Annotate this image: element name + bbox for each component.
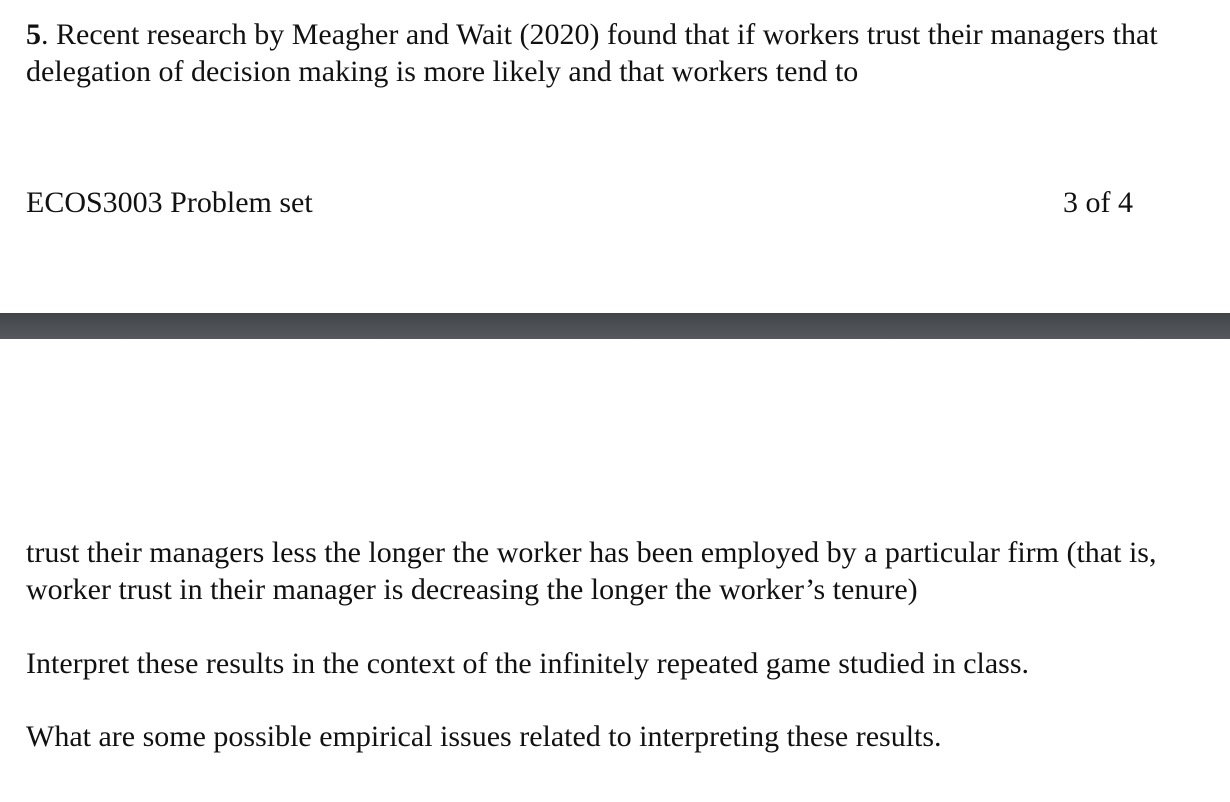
page-footer-course: ECOS3003 Problem set (26, 186, 313, 219)
empirical-issues-prompt: What are some possible empirical issues related to interpreting these results. (26, 720, 942, 753)
page-footer-number: 3 of 4 (1063, 186, 1133, 219)
interpret-prompt: Interpret these results in the context of the infinitely repeated game studied in class. (26, 647, 1030, 680)
page-4-top (0, 339, 1230, 802)
question-5-continuation: trust their managers less the longer the worker has been employed by a particular firm (that is, worker trust in their manager is decreasing the longer the worker’s tenure) (26, 536, 1157, 606)
page-3-bottom (0, 0, 1230, 313)
question-number: 5 (26, 18, 41, 51)
page-break-divider (0, 313, 1230, 339)
question-5-text (26, 16, 1206, 90)
question-5-body: . Recent research by Meagher and Wait (2020) found that if workers trust their managers that delegation of decision making is more likely and that workers tend to (26, 18, 1158, 88)
